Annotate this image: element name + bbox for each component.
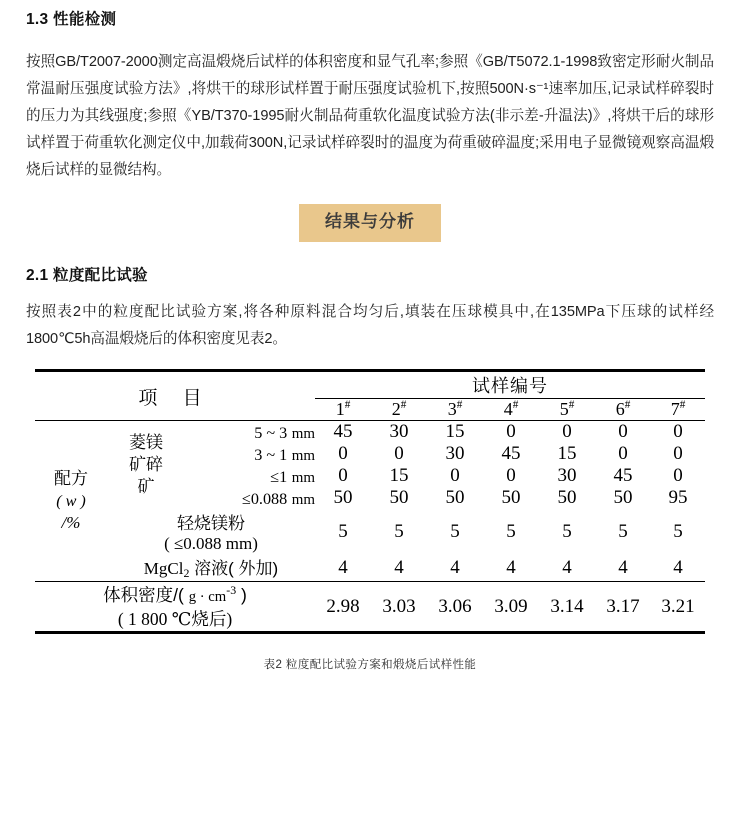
group-label-magnesite xyxy=(107,421,185,510)
cell-value: 15 xyxy=(389,465,409,487)
cell-value: 0 xyxy=(595,421,651,444)
cell-value: 0 xyxy=(673,465,683,487)
header-sample-4: 4# xyxy=(483,399,539,421)
header-sample-3: 3# xyxy=(427,399,483,421)
heading-1-3: 1.3 性能检测 xyxy=(26,11,117,28)
cell-value: 0 xyxy=(483,421,539,444)
row-label-light-burned xyxy=(107,509,315,554)
cell-value: 15 xyxy=(427,421,483,444)
header-sample-2: 2# xyxy=(371,399,427,421)
cell-value: 0 xyxy=(450,465,460,487)
spacer xyxy=(26,248,714,256)
cell-value: 50 xyxy=(445,487,465,509)
cell-value: 5 xyxy=(450,520,460,542)
table-header-row-1 xyxy=(35,371,705,399)
cell-value: 0 xyxy=(394,443,404,465)
table-caption: 表2 粒度配比试验方案和煅烧后试样性能 xyxy=(263,659,477,672)
cell-value: 0 xyxy=(338,465,348,487)
cell-value: 30 xyxy=(445,443,465,465)
table-row-density xyxy=(35,582,705,633)
cell-value: 5 xyxy=(338,520,348,542)
cell-value: 4 xyxy=(450,556,460,578)
spacer xyxy=(26,31,714,49)
mgcl2-formula: MgCl$_2$ xyxy=(143,559,190,581)
left-label-formula xyxy=(35,421,107,582)
light-burned-line2: ( ≤0.088 mm) xyxy=(164,534,258,554)
cell-value: 0 xyxy=(539,421,595,444)
cell-value: 50 xyxy=(389,487,409,509)
cell-value: 30 xyxy=(557,465,577,487)
header-group-label: 试样编号 xyxy=(315,371,705,399)
row-label-size-3: ≤1 mm xyxy=(270,467,315,486)
row-label-bulk-density xyxy=(35,582,315,633)
header-sample-6: 6# xyxy=(595,399,651,421)
cell-value: 4 xyxy=(506,556,516,578)
cell-value: 3.21 xyxy=(651,582,705,633)
cell-value: 0 xyxy=(506,465,516,487)
row-label-size-4: ≤0.088 mm xyxy=(241,489,315,508)
cell-value: 5 xyxy=(673,520,683,542)
left-label-line3: /% xyxy=(61,513,81,533)
table-row xyxy=(35,554,705,581)
cell-value: 15 xyxy=(557,443,577,465)
row-label-size-2: 3 ~ 1 mm xyxy=(254,445,315,464)
light-burned-line1: 轻烧镁粉 xyxy=(177,514,245,534)
density-line1: 体积密度/( $g \cdot cm^{-3}$ ) xyxy=(103,583,247,605)
cell-value: 3.03 xyxy=(371,582,427,633)
cell-value: 3.17 xyxy=(595,582,651,633)
section-banner-wrap xyxy=(26,184,714,248)
cell-value: 4 xyxy=(394,556,404,578)
cell-value: 5 xyxy=(394,520,404,542)
section-banner-label: 结果与分析 xyxy=(325,212,415,232)
cell-value: 5 xyxy=(506,520,516,542)
cell-value: 30 xyxy=(371,421,427,444)
cell-value: 2.98 xyxy=(315,582,371,633)
group-label-line1: 菱镁 xyxy=(129,433,163,453)
cell-value: 4 xyxy=(673,556,683,578)
left-label-line2: ( w ) xyxy=(56,493,86,511)
header-sample-7: 7# xyxy=(651,399,705,421)
cell-value: 45 xyxy=(315,421,371,444)
paragraph-2-1: 按照表2中的粒度配比试验方案,将各种原料混合均匀后,填装在压球模具中,在135MPa下压球的试样经1800℃5h高温煅烧后的体积密度见表2。 xyxy=(26,304,714,348)
header-sample-1: 1# xyxy=(315,399,371,421)
mgcl2-suffix: 溶液( 外加) xyxy=(189,559,279,579)
cell-value: 50 xyxy=(557,487,577,509)
cell-value: 45 xyxy=(501,443,521,465)
cell-value: 3.09 xyxy=(483,582,539,633)
cell-value: 0 xyxy=(338,443,348,465)
header-sample-5: 5# xyxy=(539,399,595,421)
cell-value: 3.14 xyxy=(539,582,595,633)
row-label-mgcl2 xyxy=(107,554,315,581)
section-banner xyxy=(299,204,441,242)
group-label-line3: 矿 xyxy=(137,476,155,496)
cell-value: 95 xyxy=(668,487,688,509)
cell-value: 4 xyxy=(618,556,628,578)
cell-value: 4 xyxy=(338,556,348,578)
cell-value: 3.06 xyxy=(427,582,483,633)
density-line2: ( 1 800 ℃烧后) xyxy=(117,608,233,629)
cell-value: 50 xyxy=(333,487,353,509)
cell-value: 50 xyxy=(613,487,633,509)
cell-value: 5 xyxy=(562,520,572,542)
granularity-table xyxy=(35,369,705,634)
cell-value: 50 xyxy=(501,487,521,509)
cell-value: 0 xyxy=(651,421,705,444)
cell-value: 0 xyxy=(673,443,683,465)
row-label-size-1: 5 ~ 3 mm xyxy=(185,421,315,444)
paragraph-1-3: 按照GB/T2007-2000测定高温煅烧后试样的体积密度和显气孔率;参照《GB/T5072.1-1998致密定形耐火制品常温耐压强度试验方法》,将烘干的球形试样置于耐压强度试验机下,按照500N·s⁻¹速率加压,记录试样碎裂时的压力为其线强度;参照《YB/T370-1995耐火制品荷重软化温度试验方法(非示差-升温法)》,将烘干后的球形试样置于荷重软化测定仪中,加载荷300N,记录试样碎裂时的温度为荷重破碎温度;采用电子显微镜观察高温煅烧后试样的显微结构。 xyxy=(26,54,714,179)
header-item-label: 项 目 xyxy=(35,371,315,421)
heading-2-1: 2.1 粒度配比试验 xyxy=(26,266,148,284)
group-label-line2: 矿碎 xyxy=(129,455,163,475)
table-row xyxy=(35,421,705,444)
cell-value: 0 xyxy=(618,443,628,465)
cell-value: 5 xyxy=(618,520,628,542)
cell-value: 4 xyxy=(562,556,572,578)
spacer xyxy=(26,287,714,299)
table-row xyxy=(35,509,705,554)
table-container xyxy=(26,353,714,634)
left-label-line1: 配方 xyxy=(54,468,88,488)
cell-value: 45 xyxy=(613,465,633,487)
